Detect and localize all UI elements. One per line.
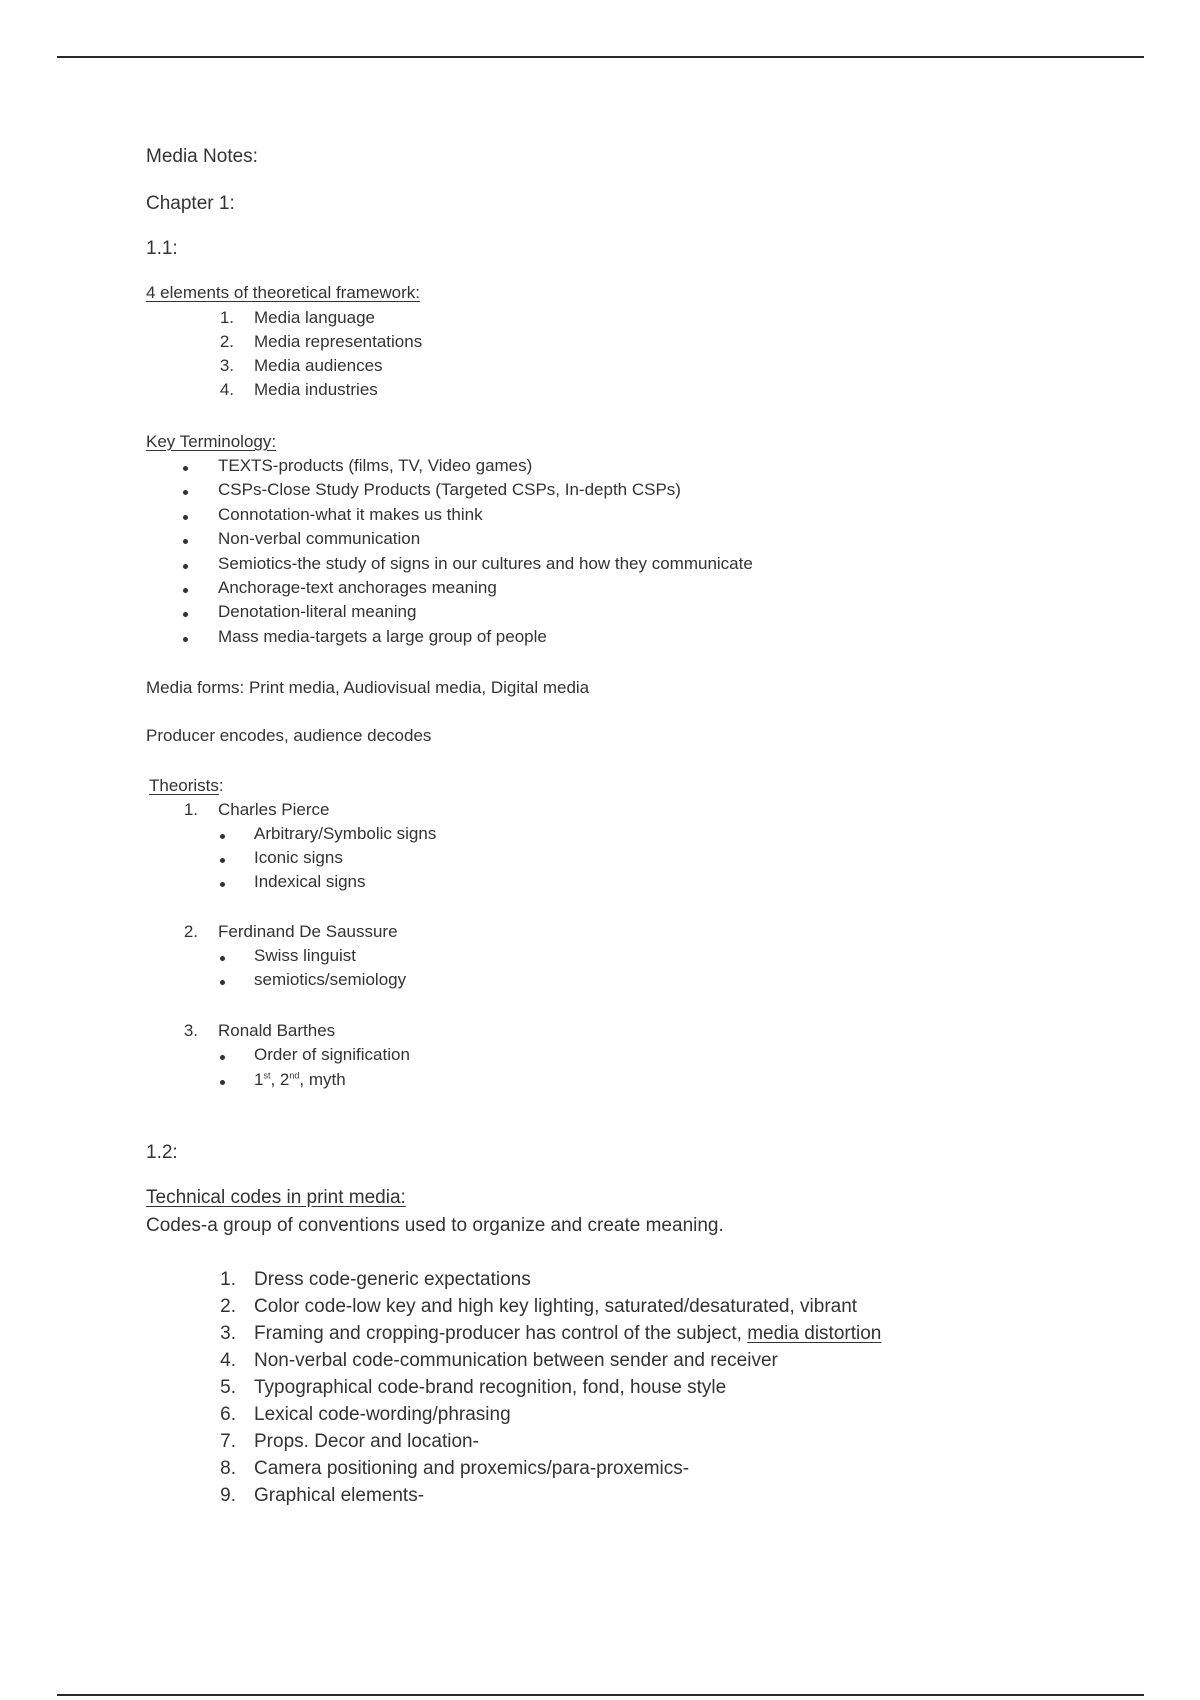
list-item: Connotation-what it makes us think — [218, 505, 483, 524]
media-distortion-text: media distortion — [747, 1323, 882, 1344]
ordinal-second-suffix: nd — [289, 1070, 300, 1081]
list-number: 2. — [183, 922, 198, 941]
codes-definition: Codes-a group of conventions used to organize and create meaning. — [146, 1215, 724, 1236]
list-number: 1. — [220, 1269, 236, 1290]
list-item: Media representations — [254, 332, 423, 351]
footer-rule — [57, 1694, 1144, 1696]
list-item: Mass media-targets a large group of people — [218, 627, 547, 646]
bullet-icon — [220, 980, 225, 985]
list-item: Props. Decor and location- — [254, 1431, 479, 1452]
list-item: Color code-low key and high key lighting, saturated/desaturated, vibrant — [254, 1296, 858, 1317]
list-item: Indexical signs — [254, 872, 366, 891]
list-item: Lexical code-wording/phrasing — [254, 1404, 511, 1425]
bullet-icon — [183, 564, 188, 569]
theorists-heading-text: Theorists — [149, 776, 219, 795]
list-number: 3. — [219, 356, 234, 375]
framework-heading: 4 elements of theoretical framework: — [146, 283, 421, 302]
list-item: Camera positioning and proxemics/para-proxemics- — [254, 1458, 690, 1479]
list-number: 2. — [219, 332, 234, 351]
theorists-heading — [149, 776, 224, 796]
list-item: Iconic signs — [254, 848, 343, 867]
theorists-heading-colon: : — [218, 776, 224, 795]
list-number: 7. — [220, 1431, 236, 1452]
list-number: 5. — [220, 1377, 236, 1398]
list-item: Media audiences — [254, 356, 383, 375]
list-number: 3. — [220, 1323, 236, 1344]
bullet-icon — [220, 858, 225, 863]
list-item: Typographical code-brand recognition, fond, house style — [254, 1377, 727, 1398]
list-item: Dress code-generic expectations — [254, 1269, 531, 1290]
list-number: 4. — [220, 1350, 236, 1371]
list-number: 1. — [183, 800, 198, 819]
bullet-icon — [220, 956, 225, 961]
list-number: 6. — [220, 1404, 236, 1425]
list-item — [254, 1070, 346, 1090]
bullet-icon — [183, 466, 188, 471]
list-item: TEXTS-products (films, TV, Video games) — [218, 456, 533, 475]
theorist-name: Ferdinand De Saussure — [218, 922, 398, 941]
chapter-heading: Chapter 1: — [146, 193, 235, 214]
bullet-icon — [183, 539, 188, 544]
section-label-1-1: 1.1: — [146, 238, 178, 259]
list-item: semiotics/semiology — [254, 970, 407, 989]
header-rule — [57, 56, 1144, 58]
list-item: Semiotics-the study of signs in our cultures and how they communicate — [218, 554, 753, 573]
encodes-line: Producer encodes, audience decodes — [146, 726, 432, 745]
list-item: Swiss linguist — [254, 946, 357, 965]
list-number: 9. — [220, 1485, 236, 1506]
media-forms-line: Media forms: Print media, Audiovisual media, Digital media — [146, 678, 590, 697]
list-item: Denotation-literal meaning — [218, 602, 417, 621]
bullet-icon — [183, 588, 188, 593]
bullet-icon — [183, 637, 188, 642]
ordinal-first: 1 — [254, 1070, 264, 1089]
list-number: 8. — [220, 1458, 236, 1479]
list-item: Media language — [254, 308, 375, 327]
list-item: Graphical elements- — [254, 1485, 425, 1506]
bullet-icon — [183, 515, 188, 520]
theorist-name: Ronald Barthes — [218, 1021, 336, 1040]
list-item — [254, 1323, 881, 1345]
bullet-icon — [220, 1080, 225, 1085]
list-number: 1. — [219, 308, 234, 327]
bullet-icon — [220, 1055, 225, 1060]
list-item: Arbitrary/Symbolic signs — [254, 824, 437, 843]
codes-heading: Technical codes in print media: — [146, 1187, 406, 1208]
theorist-name: Charles Pierce — [218, 800, 330, 819]
doc-title: Media Notes: — [146, 146, 258, 167]
list-item: Media industries — [254, 380, 378, 399]
framing-text: Framing and cropping-producer has control of the subject, — [254, 1323, 742, 1344]
ordinal-first-suffix: st — [263, 1070, 271, 1081]
list-number: 2. — [220, 1296, 236, 1317]
list-item: CSPs-Close Study Products (Targeted CSPs, In-depth CSPs) — [218, 480, 681, 499]
bullet-icon — [183, 490, 188, 495]
list-number: 3. — [183, 1021, 198, 1040]
myth-text: , myth — [299, 1070, 346, 1089]
bullet-icon — [220, 882, 225, 887]
list-item: Anchorage-text anchorages meaning — [218, 578, 497, 597]
list-item: Order of signification — [254, 1045, 410, 1064]
list-number: 4. — [219, 380, 234, 399]
section-label-1-2: 1.2: — [146, 1142, 178, 1163]
terminology-heading: Key Terminology: — [146, 432, 277, 451]
list-item: Non-verbal communication — [218, 529, 421, 548]
list-item: Non-verbal code-communication between sender and receiver — [254, 1350, 778, 1371]
ordinal-second: , 2 — [270, 1070, 290, 1089]
bullet-icon — [183, 612, 188, 617]
bullet-icon — [220, 834, 225, 839]
